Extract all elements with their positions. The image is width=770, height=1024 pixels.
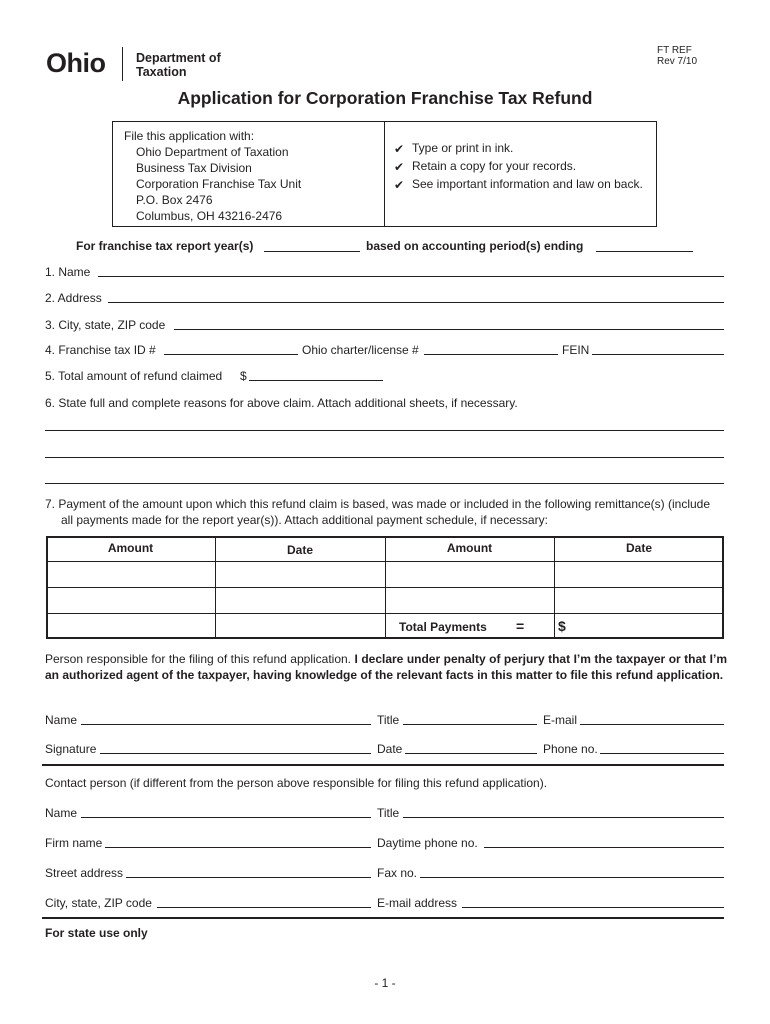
contact-email-label: E-mail address bbox=[377, 896, 458, 910]
declaration bbox=[45, 652, 727, 683]
table-cell-amount[interactable] bbox=[47, 614, 214, 637]
table-cell-date[interactable] bbox=[555, 588, 722, 612]
fein-label: FEIN bbox=[562, 343, 590, 357]
column-header-date: Date bbox=[625, 541, 652, 555]
city-label: 3. City, state, ZIP code bbox=[45, 318, 166, 332]
day-phone-label: Daytime phone no. bbox=[377, 836, 478, 850]
charter-input[interactable] bbox=[424, 354, 558, 355]
column-header-amount: Amount bbox=[446, 541, 493, 555]
signer-title-label: Title bbox=[377, 713, 400, 727]
contact-title-input[interactable] bbox=[403, 817, 724, 818]
equals-sign: = bbox=[516, 618, 525, 634]
section-rule bbox=[42, 917, 724, 919]
instruction-item bbox=[394, 140, 644, 158]
firm-name-input[interactable] bbox=[105, 847, 371, 848]
payments-intro: 7. Payment of the amount upon which this refund claim is based, was made or included in the following remittance(s) (include bbox=[45, 497, 711, 511]
form-id: FT REF bbox=[657, 45, 692, 56]
table-cell-amount[interactable] bbox=[386, 588, 553, 612]
page-number: - 1 - bbox=[374, 976, 396, 990]
signature-input[interactable] bbox=[100, 753, 371, 754]
checkmark-icon: ✔ bbox=[394, 160, 405, 174]
file-with-label: File this application with: bbox=[124, 129, 255, 143]
reasons-line[interactable] bbox=[45, 457, 724, 458]
instruction-list bbox=[394, 140, 644, 194]
name-input[interactable] bbox=[98, 276, 724, 277]
city-input[interactable] bbox=[174, 329, 724, 330]
signer-phone-label: Phone no. bbox=[543, 742, 598, 756]
contact-city-input[interactable] bbox=[157, 907, 371, 908]
form-title: Application for Corporation Franchise Tax Refund bbox=[177, 88, 593, 108]
section-rule bbox=[42, 764, 724, 766]
fax-input[interactable] bbox=[420, 877, 724, 878]
address-line: Corporation Franchise Tax Unit bbox=[136, 177, 302, 191]
instruction-text: Retain a copy for your records. bbox=[412, 159, 577, 173]
contact-email-input[interactable] bbox=[462, 907, 724, 908]
department-name: Department of Taxation bbox=[136, 51, 221, 79]
form-identifier bbox=[657, 45, 717, 67]
address-input[interactable] bbox=[108, 302, 724, 303]
logo-divider bbox=[122, 47, 123, 81]
franchise-id-input[interactable] bbox=[164, 354, 298, 355]
form-revision: Rev 7/10 bbox=[657, 56, 698, 67]
payments-intro-cont: all payments made for the report year(s)). Attach additional payment schedule, if necessary: bbox=[61, 513, 548, 527]
declaration-bold: I declare under penalty of perjury that I’m the taxpayer or that I’m an authorized agent of the taxpayer, having knowledge of the relevant facts in this matter to file this refund application. bbox=[45, 652, 727, 682]
reasons-label: 6. State full and complete reasons for above claim. Attach additional sheets, if necessary. bbox=[45, 396, 518, 410]
dollar-sign: $ bbox=[240, 369, 247, 383]
declaration-plain: Person responsible for the filing of this refund application. bbox=[45, 652, 355, 666]
column-header-date: Date bbox=[286, 543, 313, 557]
report-year-input[interactable] bbox=[264, 251, 360, 252]
contact-title-label: Title bbox=[377, 806, 400, 820]
ohio-logo: Ohio bbox=[46, 48, 106, 78]
instruction-text: See important information and law on back. bbox=[412, 177, 643, 191]
state-use-label: For state use only bbox=[45, 926, 148, 940]
street-input[interactable] bbox=[126, 877, 371, 878]
signer-email-input[interactable] bbox=[580, 724, 724, 725]
period-ending-label: based on accounting period(s) ending bbox=[366, 239, 584, 253]
franchise-id-label: 4. Franchise tax ID # bbox=[45, 343, 156, 357]
instruction-item bbox=[394, 176, 644, 194]
contact-name-input[interactable] bbox=[81, 817, 371, 818]
contact-city-label: City, state, ZIP code bbox=[45, 896, 152, 910]
signer-date-label: Date bbox=[377, 742, 403, 756]
mailing-address bbox=[136, 144, 301, 224]
table-cell-date[interactable] bbox=[216, 614, 384, 637]
reasons-line[interactable] bbox=[45, 483, 724, 484]
reasons-line[interactable] bbox=[45, 430, 724, 431]
contact-name-label: Name bbox=[45, 806, 78, 820]
address-label: 2. Address bbox=[45, 291, 102, 305]
period-ending-input[interactable] bbox=[596, 251, 693, 252]
signer-name-label: Name bbox=[45, 713, 78, 727]
table-cell-date[interactable] bbox=[555, 562, 722, 586]
address-line: Columbus, OH 43216-2476 bbox=[136, 209, 283, 223]
table-cell-amount[interactable] bbox=[47, 562, 214, 586]
fax-label: Fax no. bbox=[377, 866, 418, 880]
address-line: Business Tax Division bbox=[136, 161, 252, 175]
table-cell-amount[interactable] bbox=[47, 588, 214, 612]
signer-title-input[interactable] bbox=[403, 724, 537, 725]
table-cell-date[interactable] bbox=[216, 588, 384, 612]
table-cell-amount[interactable] bbox=[386, 562, 553, 586]
day-phone-input[interactable] bbox=[484, 847, 724, 848]
total-refund-input[interactable] bbox=[249, 380, 383, 381]
total-dollar-sign: $ bbox=[558, 618, 566, 634]
total-refund-label: 5. Total amount of refund claimed bbox=[45, 369, 223, 383]
signer-name-input[interactable] bbox=[81, 724, 371, 725]
report-year-label: For franchise tax report year(s) bbox=[76, 239, 254, 253]
instruction-item bbox=[394, 158, 644, 176]
firm-name-label: Firm name bbox=[45, 836, 103, 850]
instruction-text: Type or print in ink. bbox=[412, 141, 514, 155]
signer-email-label: E-mail bbox=[543, 713, 578, 727]
signer-phone-input[interactable] bbox=[600, 753, 724, 754]
signature-label: Signature bbox=[45, 742, 97, 756]
signer-date-input[interactable] bbox=[405, 753, 537, 754]
table-cell-date[interactable] bbox=[216, 562, 384, 586]
name-label: 1. Name bbox=[45, 265, 91, 279]
column-header-amount: Amount bbox=[107, 541, 154, 555]
address-line: P.O. Box 2476 bbox=[136, 193, 213, 207]
fein-input[interactable] bbox=[592, 354, 724, 355]
total-payments-input[interactable] bbox=[572, 614, 722, 637]
street-label: Street address bbox=[45, 866, 124, 880]
checkmark-icon: ✔ bbox=[394, 178, 405, 192]
charter-label: Ohio charter/license # bbox=[302, 343, 419, 357]
address-line: Ohio Department of Taxation bbox=[136, 145, 289, 159]
total-payments-label: Total Payments bbox=[399, 620, 487, 634]
checkmark-icon: ✔ bbox=[394, 142, 405, 156]
contact-intro: Contact person (if different from the person above responsible for filing this refund application). bbox=[45, 776, 548, 790]
mailing-box-divider bbox=[384, 121, 385, 227]
